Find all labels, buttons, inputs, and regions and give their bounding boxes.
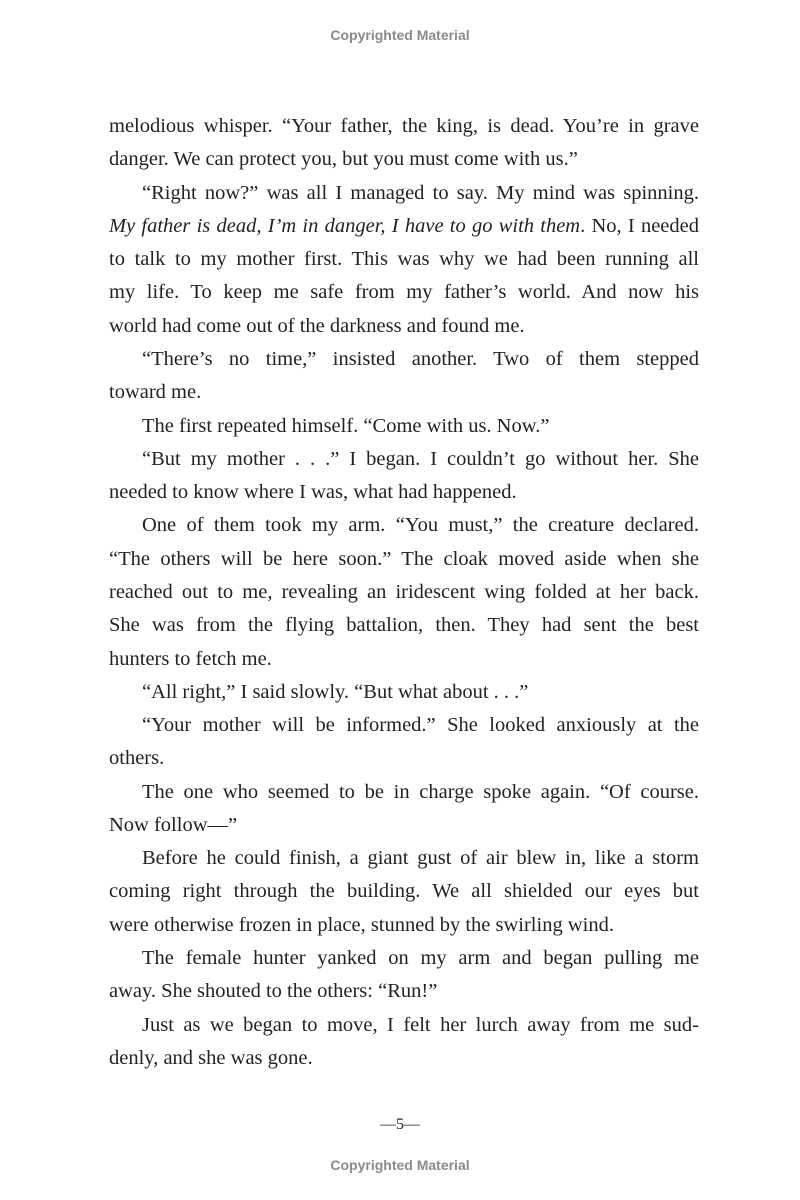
text-line: needed to know where I was, what had happened. xyxy=(109,481,517,504)
text-line: “The others will be here soon.” The cloak moved aside when she xyxy=(109,547,699,570)
text-line: She was from the flying battalion, then. They had sent the best xyxy=(109,614,699,637)
text-line: hunters to fetch me. xyxy=(109,647,272,670)
text-line: “Right now?” was all I managed to say. My mind was spinning. xyxy=(142,181,699,204)
text-line: reached out to me, revealing an iridescent wing folded at her back. xyxy=(109,580,699,603)
page-number: —5— xyxy=(380,1116,420,1133)
text-line: Just as we began to move, I felt her lurch away from me sud- xyxy=(142,1013,699,1036)
text-span: . No, I needed xyxy=(580,214,699,237)
text-line: danger. We can protect you, but you must come with us.” xyxy=(109,148,578,171)
text-line: my life. To keep me safe from my father’s world. And now his xyxy=(109,281,699,304)
text-line: were otherwise frozen in place, stunned by the swirling wind. xyxy=(109,913,614,936)
text-line: away. She shouted to the others: “Run!” xyxy=(109,980,438,1003)
text-line: toward me. xyxy=(109,381,202,404)
text-line: coming right through the building. We all shielded our eyes but xyxy=(109,880,699,903)
copyright-header: Copyrighted Material xyxy=(330,27,470,43)
text-line: Before he could finish, a giant gust of air blew in, like a storm xyxy=(142,847,699,870)
text-line: The female hunter yanked on my arm and began pulling me xyxy=(142,947,699,970)
text-line: The one who seemed to be in charge spoke again. “Of course. xyxy=(142,780,699,803)
text-line: others. xyxy=(109,747,165,770)
text-line: “All right,” I said slowly. “But what about . . .” xyxy=(142,680,529,703)
body-text xyxy=(109,110,699,1075)
text-line: world had come out of the darkness and found me. xyxy=(109,314,525,337)
text-line: “But my mother . . .” I began. I couldn’t go without her. She xyxy=(142,447,699,470)
text-line: The first repeated himself. “Come with us. Now.” xyxy=(142,414,550,437)
text-line: melodious whisper. “Your father, the king, is dead. You’re in grave xyxy=(109,115,699,137)
text-line: “There’s no time,” insisted another. Two of them stepped xyxy=(142,347,699,370)
copyright-footer: Copyrighted Material xyxy=(330,1157,470,1173)
text-line: Now follow—” xyxy=(109,813,238,836)
text-line: to talk to my mother first. This was why we had been running all xyxy=(109,248,699,271)
text-line: “Your mother will be informed.” She looked anxiously at the xyxy=(142,714,699,737)
italic-text: My father is dead, I’m in danger, I have to go with them xyxy=(109,214,581,237)
text-line: denly, and she was gone. xyxy=(109,1046,313,1069)
text-line: One of them took my arm. “You must,” the creature declared. xyxy=(142,514,699,537)
text-line xyxy=(109,210,699,243)
